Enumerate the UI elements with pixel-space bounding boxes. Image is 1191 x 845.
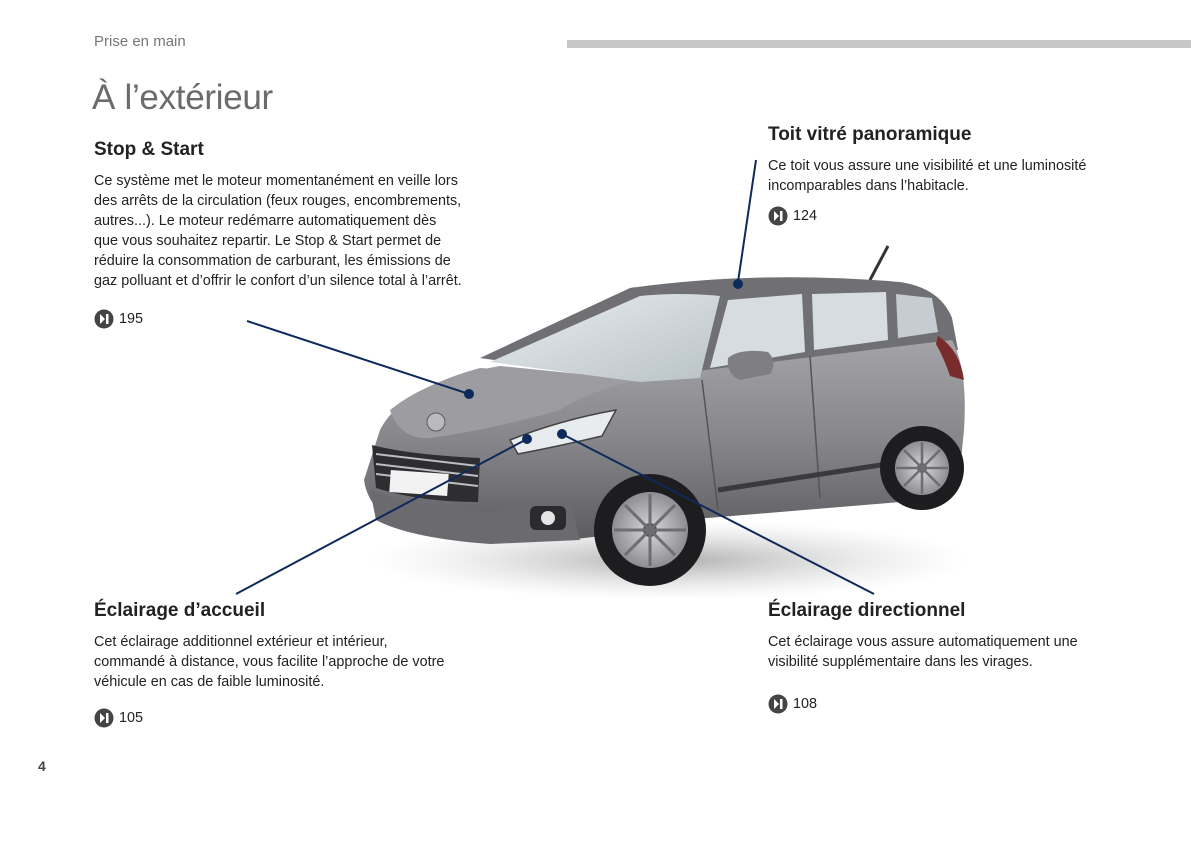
accueil-reference[interactable] xyxy=(94,708,454,728)
stop-start-title: Stop & Start xyxy=(94,139,204,160)
page-reference-icon xyxy=(94,309,114,329)
page-title: À l’extérieur xyxy=(92,78,273,117)
section-name: Prise en main xyxy=(94,33,186,50)
directionnel-title: Éclairage directionnel xyxy=(768,600,966,621)
directionnel-block xyxy=(768,600,1128,714)
stop-start-block xyxy=(94,139,464,329)
toit-title: Toit vitré panoramique xyxy=(768,124,972,145)
stop-start-ref-page: 195 xyxy=(119,311,144,327)
page-reference-icon xyxy=(768,206,788,226)
accueil-title: Éclairage d’accueil xyxy=(94,600,266,621)
leader-dot-directionnel xyxy=(558,430,566,438)
leader-dot-stop-start xyxy=(465,390,473,398)
toit-ref-page: 124 xyxy=(793,208,818,224)
toit-block xyxy=(768,124,1128,226)
leader-line-directionnel xyxy=(562,434,874,594)
toit-text: Ce toit vous assure une visibilité et une luminosité incomparables dans l’habitacle. xyxy=(768,158,1087,194)
stop-start-reference[interactable] xyxy=(94,309,464,329)
accueil-text: Cet éclairage additionnel extérieur et intérieur, commandé à distance, vous facilite l’approche de votre véhicule en cas de faible luminosité. xyxy=(94,634,445,690)
leader-line-toit xyxy=(738,160,756,282)
leader-line-stop-start xyxy=(247,321,469,394)
directionnel-ref-page: 108 xyxy=(793,696,818,712)
directionnel-reference[interactable] xyxy=(768,694,1128,714)
leader-dot-accueil xyxy=(523,435,531,443)
page-reference-icon xyxy=(768,694,788,714)
accueil-ref-page: 105 xyxy=(119,710,144,726)
accueil-block xyxy=(94,600,454,728)
leader-dot-toit xyxy=(734,280,742,288)
leader-line-accueil xyxy=(236,439,527,594)
page-reference-icon xyxy=(94,708,114,728)
page-number: 4 xyxy=(38,758,46,774)
directionnel-text: Cet éclairage vous assure automatiquement une visibilité supplémentaire dans les virages. xyxy=(768,634,1078,670)
stop-start-text: Ce système met le moteur momentanément en veille lors des arrêts de la circulation (feux rouges, encombrements, autres...). Le moteur redémarre automatiquement dès que vous souhaitez repartir. Le Stop & Start permet de réduire la consommation de carburant, les émissions de gaz polluant et d’offrir le confort d’un silence total à l’arrêt. xyxy=(94,173,462,289)
toit-reference[interactable] xyxy=(768,206,1128,226)
